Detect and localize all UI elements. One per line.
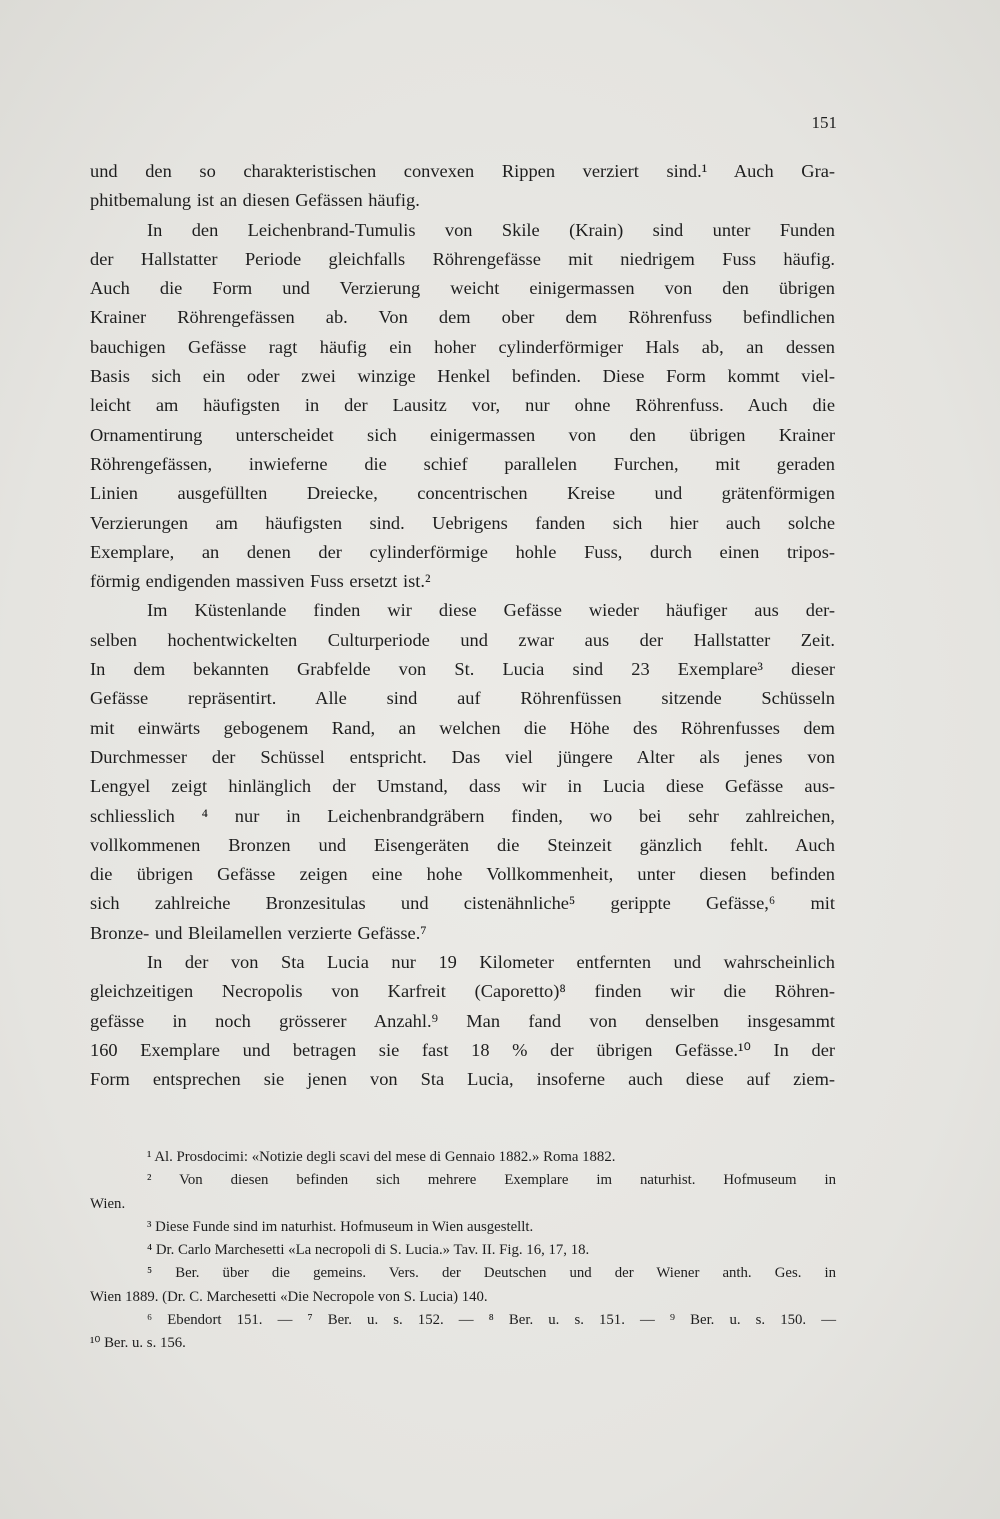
footnote-line: ¹⁰ Ber. u. s. 156. (90, 1335, 186, 1352)
footnote-line: ¹ Al. Prosdocimi: «Notizie degli scavi del mese di Gennaio 1882.» Roma 1882. (147, 1149, 616, 1165)
footnote-line: Wien. (90, 1195, 126, 1212)
body-text (90, 157, 835, 1095)
body-line: Röhrengefässen, inwieferne die schief parallelen Furchen, mit geraden (90, 453, 835, 474)
body-line: 160 Exemplare und betragen sie fast 18 % der übrigen Gefässe.¹⁰ In der (90, 1039, 835, 1060)
body-line: der Hallstatter Periode gleichfalls Röhrengefässe mit niedrigem Fuss häufig. (90, 248, 835, 269)
body-line: Bronze- und Bleilamellen verzierte Gefässe.⁷ (90, 922, 427, 943)
body-line: Exemplare, an denen der cylinderförmige hohle Fuss, durch einen tripos- (90, 541, 835, 562)
body-line: Auch die Form und Verzierung weicht einigermassen von den übrigen (90, 278, 835, 299)
footnote-line: ³ Diese Funde sind im naturhist. Hofmuseum in Wien ausgestellt. (147, 1218, 534, 1235)
body-line: leicht am häufigsten in der Lausitz vor, nur ohne Röhrenfuss. Auch die (90, 395, 835, 416)
footnote-line: ⁵ Ber. über die gemeins. Vers. der Deutschen und der Wiener anth. Ges. in (147, 1265, 836, 1282)
body-line: Form entsprechen sie jenen von Sta Lucia, insoferne auch diese auf ziem- (90, 1069, 835, 1090)
body-line: selben hochentwickelten Culturperiode und zwar aus der Hallstatter Zeit. (90, 629, 835, 650)
body-line: gleichzeitigen Necropolis von Karfreit (Caporetto)⁸ finden wir die Röhren- (90, 981, 835, 1002)
body-line: die übrigen Gefässe zeigen eine hohe Vollkommenheit, unter diesen befinden (90, 864, 835, 885)
body-line: In den Leichenbrand-Tumulis von Skile (Krain) sind unter Funden (147, 219, 835, 240)
body-line: Krainer Röhrengefässen ab. Von dem ober dem Röhrenfuss befindlichen (90, 307, 835, 328)
body-line: vollkommenen Bronzen und Eisengeräten die Steinzeit gänzlich fehlt. Auch (90, 834, 835, 855)
body-line: Basis sich ein oder zwei winzige Henkel befinden. Diese Form kommt viel- (90, 366, 835, 387)
body-line: phitbemalung ist an diesen Gefässen häufig. (90, 190, 420, 211)
footnote-line: ⁴ Dr. Carlo Marchesetti «La necropoli di S. Lucia.» Tav. II. Fig. 16, 17, 18. (147, 1242, 590, 1259)
body-line: Verzierungen am häufigsten sind. Uebrigens fanden sich hier auch solche (90, 512, 835, 533)
body-line: In der von Sta Lucia nur 19 Kilometer entfernten und wahrscheinlich (147, 952, 835, 973)
body-line: Gefässe repräsentirt. Alle sind auf Röhrenfüssen sitzende Schüsseln (90, 688, 835, 709)
footnote-line: ⁶ Ebendort 151. — ⁷ Ber. u. s. 152. — ⁸ Ber. u. s. 151. — ⁹ Ber. u. s. 150. — (147, 1312, 836, 1329)
body-line: schliesslich ⁴ nur in Leichenbrandgräbern finden, wo bei sehr zahlreichen, (90, 805, 835, 826)
body-line: sich zahlreiche Bronzesitulas und cistenähnliche⁵ gerippte Gefässe,⁶ mit (90, 893, 835, 914)
body-line: Lengyel zeigt hinlänglich der Umstand, dass wir in Lucia diese Gefässe aus- (90, 776, 835, 797)
body-line: Durchmesser der Schüssel entspricht. Das viel jüngere Alter als jenes von (90, 746, 835, 767)
page-number: 151 (811, 113, 837, 132)
body-line: bauchigen Gefässe ragt häufig ein hoher cylinderförmiger Hals ab, an dessen (90, 336, 835, 357)
footnote-line: ² Von diesen befinden sich mehrere Exemplare im naturhist. Hofmuseum in (147, 1172, 836, 1189)
body-line: gefässe in noch grösserer Anzahl.⁹ Man fand von denselben insgesammt (90, 1010, 835, 1031)
body-line: Linien ausgefüllten Dreiecke, concentrischen Kreise und grätenförmigen (90, 483, 835, 504)
body-line: In dem bekannten Grabfelde von St. Lucia sind 23 Exemplare³ dieser (90, 659, 835, 680)
footnotes (90, 1146, 836, 1356)
body-line: förmig endigenden massiven Fuss ersetzt ist.² (90, 571, 431, 592)
body-line: Ornamentirung unterscheidet sich einigermassen von den übrigen Krainer (90, 424, 835, 445)
body-line: mit einwärts gebogenem Rand, an welchen die Höhe des Röhrenfusses dem (90, 717, 835, 738)
body-line: Im Küstenlande finden wir diese Gefässe wieder häufiger aus der- (147, 600, 835, 621)
body-line: und den so charakteristischen convexen Rippen verziert sind.¹ Auch Gra- (90, 161, 835, 181)
footnote-line: Wien 1889. (Dr. C. Marchesetti «Die Necropole von S. Lucia) 140. (90, 1288, 488, 1305)
